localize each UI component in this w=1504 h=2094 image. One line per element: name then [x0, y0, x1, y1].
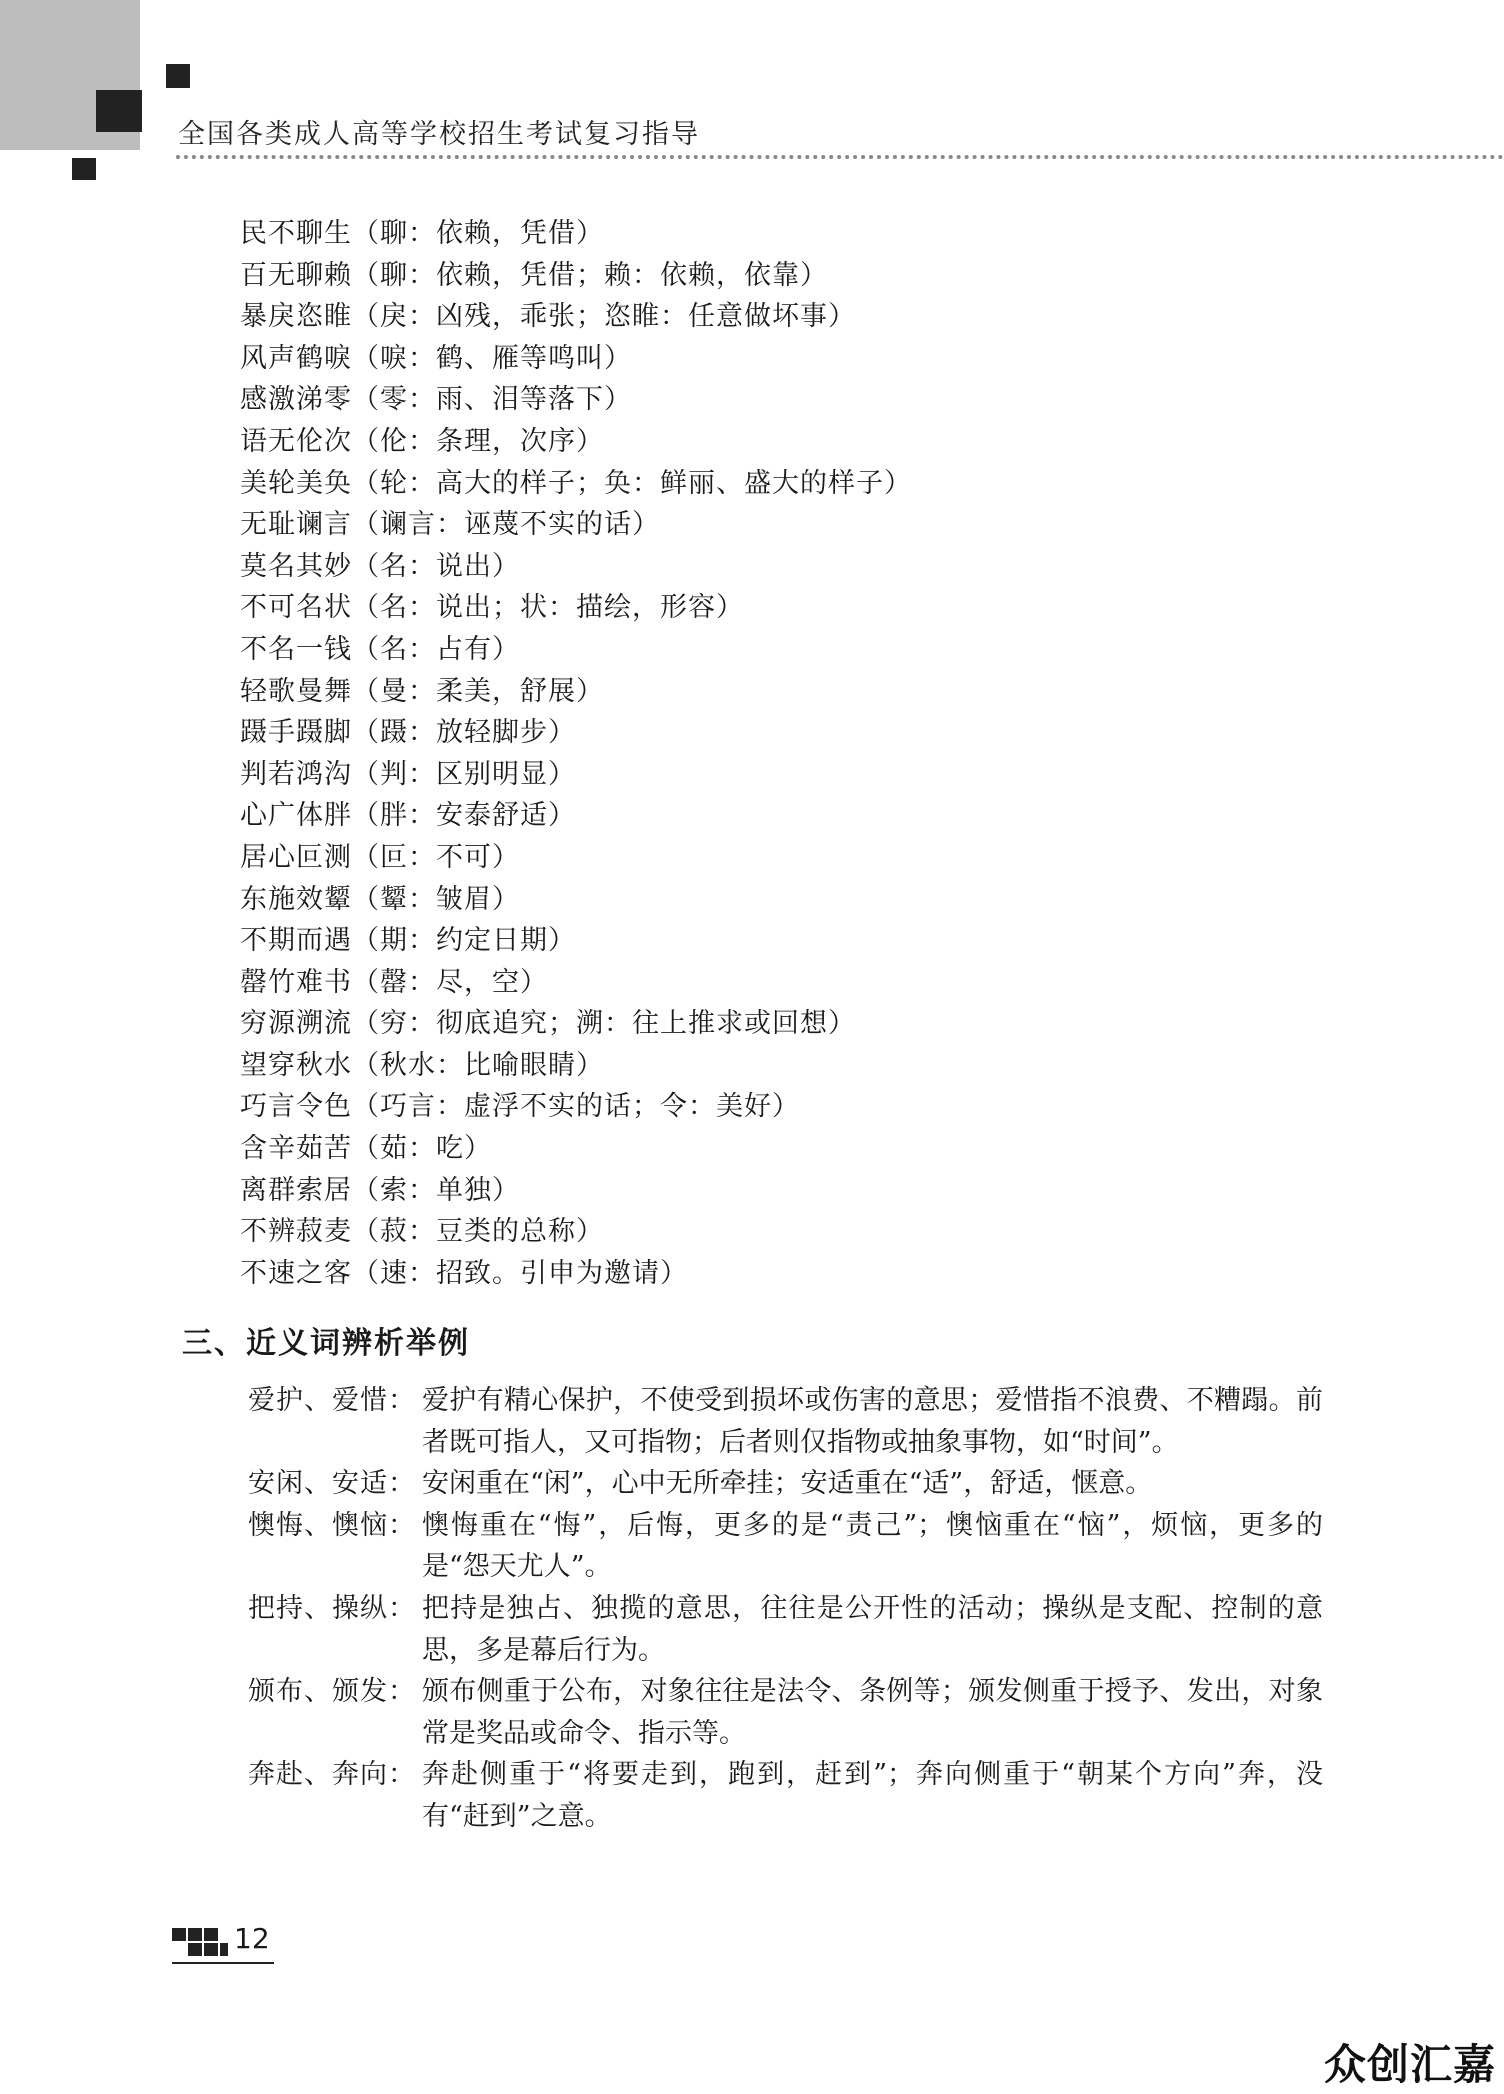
synonym-definition: 安闲重在“闲”，心中无所牵挂；安适重在“适”，舒适，惬意。: [422, 1468, 1153, 1500]
footer-decoration-squares: [172, 1928, 228, 1962]
idiom-item: 民不聊生（聊：依赖，凭借）: [240, 218, 604, 249]
synonym-entry: [248, 1754, 1323, 1837]
idiom-item: 罄竹难书（罄：尽，空）: [240, 966, 548, 998]
synonym-term: 懊悔、懊恼：: [248, 1509, 416, 1541]
idiom-item: 含辛茹苦（茹：吃）: [240, 1133, 492, 1165]
idiom-item: 风声鹤唳（唳：鹤、雁等鸣叫）: [240, 342, 632, 374]
watermark: 众创汇嘉: [1323, 2040, 1496, 2089]
idiom-item: 巧言令色（巧言：虚浮不实的话；令：美好）: [240, 1091, 800, 1123]
idiom-item: 感激涕零（零：雨、泪等落下）: [240, 384, 632, 416]
synonym-entry: [248, 1463, 1323, 1505]
running-header-title: 全国各类成人高等学校招生考试复习指导: [178, 119, 700, 150]
idiom-item: 东施效颦（颦：皱眉）: [240, 883, 520, 915]
synonym-list: [248, 1380, 1323, 1838]
synonym-entry: [248, 1588, 1323, 1671]
synonym-definition: 奔赴侧重于“将要走到，跑到，赶到”；奔向侧重于“朝某个方向”奔，没有“赶到”之意。: [422, 1759, 1323, 1832]
idiom-item: 不辨菽麦（菽：豆类的总称）: [240, 1216, 604, 1248]
header-decoration-black-square: [72, 158, 96, 180]
idiom-item: 穷源溯流（穷：彻底追究；溯：往上推求或回想）: [240, 1008, 856, 1040]
header-decoration-black-square: [96, 90, 142, 132]
idiom-item: 暴戾恣睢（戾：凶残，乖张；恣睢：任意做坏事）: [240, 301, 856, 333]
synonym-term: 把持、操纵：: [248, 1592, 416, 1624]
synonym-entry: [248, 1380, 1323, 1463]
idiom-item: 不速之客（速：招致。引申为邀请）: [240, 1257, 688, 1289]
idiom-item: 不期而遇（期：约定日期）: [240, 925, 576, 957]
synonym-definition: 懊悔重在“悔”，后悔，更多的是“责己”；懊恼重在“恼”，烦恼，更多的是“怨天尤人”。: [422, 1509, 1323, 1583]
idiom-item: 不可名状（名：说出；状：描绘，形容）: [240, 592, 744, 624]
idiom-item: 离群索居（索：单独）: [240, 1174, 520, 1206]
synonym-term: 安闲、安适：: [248, 1468, 416, 1500]
synonym-entry: [248, 1505, 1323, 1588]
idiom-item: 无耻谰言（谰言：诬蔑不实的话）: [240, 509, 660, 541]
synonym-definition: 颁布侧重于公布，对象往往是法令、条例等；颁发侧重于授予、发出，对象常是奖品或命令、指示等。: [422, 1676, 1323, 1749]
idiom-item: 蹑手蹑脚（蹑：放轻脚步）: [240, 717, 576, 749]
header-decoration-black-square: [166, 64, 190, 88]
idiom-item: 不名一钱（名：占有）: [240, 633, 520, 665]
synonym-term: 爱护、爱惜：: [248, 1385, 416, 1416]
idiom-item: 百无聊赖（聊：依赖，凭借；赖：依赖，依靠）: [240, 259, 828, 291]
synonym-entry: [248, 1671, 1323, 1754]
idiom-item: 莫名其妙（名：说出）: [240, 550, 520, 582]
idiom-list: [240, 213, 912, 1294]
header-dotted-rule: [176, 155, 1504, 159]
page-number-underline: [172, 1962, 274, 1964]
idiom-item: 心广体胖（胖：安泰舒适）: [240, 800, 576, 832]
synonym-term: 奔赴、奔向：: [248, 1759, 416, 1791]
page-number: 12: [234, 1922, 270, 1955]
idiom-item: 美轮美奂（轮：高大的样子；奂：鲜丽、盛大的样子）: [240, 467, 912, 499]
idiom-item: 判若鸿沟（判：区别明显）: [240, 758, 576, 790]
synonym-definition: 爱护有精心保护，不使受到损坏或伤害的意思；爱惜指不浪费、不糟蹋。前者既可指人，又可指物；后者则仅指物或抽象事物，如“时间”。: [422, 1385, 1323, 1458]
synonym-definition: 把持是独占、独揽的意思，往往是公开性的活动；操纵是支配、控制的意思，多是幕后行为。: [422, 1592, 1323, 1666]
idiom-item: 语无伦次（伦：条理，次序）: [240, 425, 604, 457]
synonym-term: 颁布、颁发：: [248, 1676, 416, 1708]
section-heading: 三、近义词辨析举例: [182, 1326, 470, 1361]
idiom-item: 轻歌曼舞（曼：柔美，舒展）: [240, 675, 604, 707]
idiom-item: 望穿秋水（秋水：比喻眼睛）: [240, 1049, 604, 1081]
idiom-item: 居心叵测（叵：不可）: [240, 841, 520, 873]
